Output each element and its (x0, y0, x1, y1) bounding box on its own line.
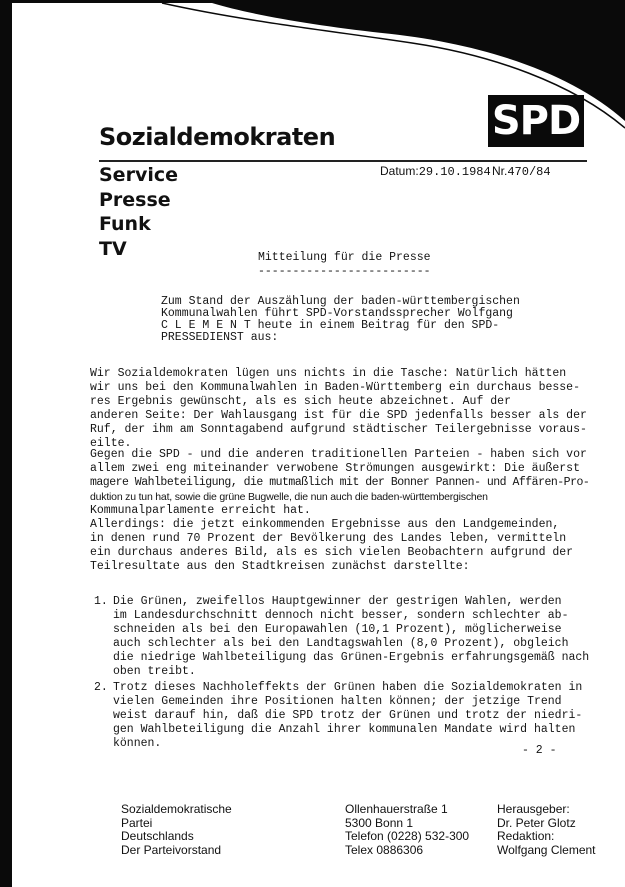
paragraph-line: Allerdings: die jetzt einkommenden Ergebnisse aus den Landgemeinden, (90, 518, 560, 531)
paragraph-line: res Ergebnis gewünscht, als es sich heute abzeichnet. Auf der (90, 395, 511, 408)
list-item-line: auch schlechter als bei den Landtagswahlen (8,0 Prozent), obgleich (113, 637, 569, 650)
date-label: Datum: (380, 164, 419, 178)
paragraph-3 (90, 518, 600, 574)
paragraph-line: eilte. (90, 437, 132, 450)
paragraph-line: anderen Seite: Der Wahlausgang ist für die SPD jedenfalls besser als der (90, 409, 587, 422)
list-item-line: vielen Gemeinden ihre Positionen halten können; der jetzige Trend (113, 695, 562, 708)
paragraph-2 (90, 448, 600, 518)
paragraph-line: Wir Sozialdemokraten lügen uns nichts in die Tasche: Natürlich hätten (90, 367, 567, 380)
footer-line: Partei (121, 815, 153, 830)
footer-line: Wolfgang Clement (497, 842, 596, 857)
list-item-line: Trotz dieses Nachholeffekts der Grünen haben die Sozialdemokraten in (113, 681, 583, 694)
paragraph-line: wir uns bei den Kommunalwahlen in Baden-Württemberg ein durchaus besse- (90, 381, 580, 394)
paragraph-line: in denen rund 70 Prozent der Bevölkerung des Landes leben, vermitteln (90, 532, 567, 545)
paragraph-line: Teilresultate aus den Stadtkreisen zunächst darstellte: (90, 560, 470, 573)
section-label-tv: TV (99, 237, 127, 260)
press-release-heading: Mitteilung für die Presse (258, 251, 431, 264)
number-label: Nr. (492, 164, 508, 178)
footer-line: Ollenhauerstraße 1 (345, 802, 448, 816)
section-label-presse: Presse (99, 188, 171, 211)
footer-line: Telex 0886306 (345, 842, 424, 857)
list-item-line: die niedrige Wahlbeteiligung das Grünen-Ergebnis erfahrungsgemäß nach (113, 651, 590, 664)
spd-logo: SPD (488, 95, 584, 147)
footer-line: Der Parteivorstand (121, 842, 222, 857)
list-item-line: Die Grünen, zweifellos Hauptgewinner der gestrigen Wahlen, werden (113, 595, 562, 608)
intro-block (161, 296, 541, 344)
brand-title: Sozialdemokraten (99, 123, 336, 151)
footer-line: 5300 Bonn 1 (345, 815, 414, 830)
intro-line: PRESSEDIENST aus: (161, 331, 279, 344)
section-label-service: Service (99, 164, 178, 186)
list-item-line: schneiden als bei den Europawahlen (10,1 Prozent), möglicherweise (113, 623, 562, 636)
footer-party (121, 803, 232, 857)
number-value: 470/84 (507, 165, 551, 179)
footer-line: Redaktion: (497, 829, 555, 843)
footer-line: Sozialdemokratische (121, 802, 232, 816)
footer-publisher (497, 803, 596, 857)
heading-underline: ------------------------- (258, 265, 431, 278)
letterhead-rule (99, 160, 587, 162)
footer-line: Dr. Peter Glotz (497, 815, 576, 830)
list-item-line: gen Wahlbeteiligung die Anzahl ihrer kommunalen Mandate wird halten (113, 723, 576, 736)
paragraph-1 (90, 367, 600, 451)
intro-line: Zum Stand der Auszählung der baden-württembergischen (161, 295, 520, 308)
list-item-line: weist darauf hin, daß die SPD trotz der Grünen und trotz der niedri- (113, 709, 583, 722)
paragraph-line: Ruf, der ihm am Sonntagabend aufgrund städtischer Teilergebnisse voraus- (90, 423, 587, 436)
intro-line: Kommunalwahlen führt SPD-Vorstandssprecher Wolfgang (161, 307, 513, 320)
list-item-number: 2. (94, 681, 108, 694)
paragraph-line: duktion zu tun hat, sowie die grüne Bugwelle, die nun auch die baden-württembergischen (90, 491, 488, 503)
paragraph-line: Kommunalparlamente erreicht hat. (90, 504, 311, 517)
footer-address (345, 803, 469, 857)
paragraph-line: Gegen die SPD - und die anderen traditionellen Parteien - haben sich vor (90, 448, 587, 461)
list-item-line: können. (113, 737, 162, 750)
number-field (492, 164, 551, 179)
paragraph-line: allem zwei eng miteinander verwobene Strömungen ausgewirkt: Die äußerst (90, 462, 580, 475)
list-item-number: 1. (94, 595, 108, 608)
section-labels (99, 163, 178, 261)
date-value: 29.10.1984 (418, 165, 491, 179)
footer-line: Telefon (0228) 532-300 (345, 829, 470, 843)
date-field (380, 164, 491, 179)
paragraph-line: ein durchaus anderes Bild, als es sich vielen Beobachtern aufgrund der (90, 546, 574, 559)
list-item-line: oben treibt. (113, 665, 196, 678)
intro-line: C L E M E N T heute in einem Beitrag für den SPD- (161, 319, 500, 332)
paragraph-line: magere Wahlbeteiligung, die mutmaßlich mit der Bonner Pannen- und Affären-Pro- (90, 476, 590, 489)
page-number: - 2 - (522, 744, 557, 757)
footer-line: Herausgeber: (497, 802, 570, 816)
footer-line: Deutschlands (121, 829, 194, 843)
section-label-funk: Funk (99, 213, 151, 235)
list-item-line: im Landesdurchschnitt dennoch nicht besser, sondern schlechter ab- (113, 609, 569, 622)
